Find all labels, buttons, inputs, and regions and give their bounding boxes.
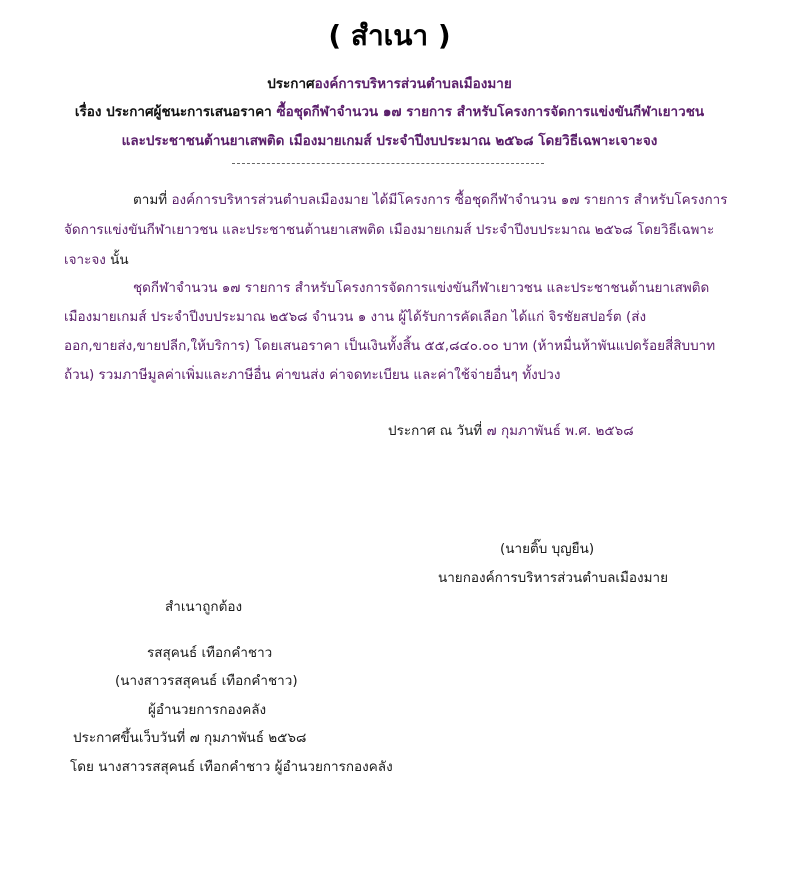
para1-line3-a: เจาะจง <box>64 252 106 268</box>
para1-line3 <box>64 248 129 270</box>
signer-name: (นายติ๊บ บุญยืน) <box>500 541 595 557</box>
subject-line-1 <box>0 100 779 122</box>
para2-line1: ชุดกีฬาจำนวน ๑๗ รายการ สำหรับโครงการจัดการแข่งขันกีฬาเยาวชน และประชาชนต้านยาเสพติด <box>133 280 710 296</box>
announcement-title <box>0 72 779 94</box>
para2-line2: เมืองมายเกมส์ ประจำปีงบประมาณ ๒๕๖๘ จำนวน ๑ งาน ผู้ได้รับการคัดเลือก ได้แก่ จิรชัยสปอร์ต (ส่ง <box>64 309 647 325</box>
para1-line1-text: องค์การบริหารส่วนตำบลเมืองมาย ได้มีโครงการ ซื้อชุดกีฬาจำนวน ๑๗ รายการ สำหรับโครงการ <box>171 192 728 208</box>
announcement-org: องค์การบริหารส่วนตำบลเมืองมาย <box>314 76 512 92</box>
announced-date-value: ๗ กุมภาพันธ์ พ.ศ. ๒๕๖๘ <box>486 423 634 439</box>
certified-signer: รสสุคนธ์ เทือกคำชาว <box>147 645 273 661</box>
certified-position: ผู้อำนวยการกองคลัง <box>148 702 267 718</box>
subject-line-2: และประชาชนต้านยาเสพติด เมืองมายเกมส์ ประจำปีงบประมาณ ๒๕๖๘ โดยวิธีเฉพาะเจาะจง <box>121 133 658 149</box>
posted-line-1: ประกาศขึ้นเว็บวันที่ ๗ กุมภาพันธ์ ๒๕๖๘ <box>73 730 307 746</box>
para1-line2: จัดการแข่งขันกีฬาเยาวชน และประชาชนต้านยาเสพติด เมืองมายเกมส์ ประจำปีงบประมาณ ๒๕๖๘ โดยวิธีเฉพาะ <box>64 222 715 238</box>
para1-line3-b: นั้น <box>110 252 129 268</box>
para1-prefix: ตามที่ <box>133 192 168 208</box>
subject-prefix: เรื่อง ประกาศผู้ชนะการเสนอราคา <box>74 104 272 120</box>
certified-full-name: (นางสาวรสสุคนธ์ เทือกคำชาว) <box>115 673 298 689</box>
copy-title: ( สำเนา ) <box>328 19 451 52</box>
announcement-prefix: ประกาศ <box>267 76 315 92</box>
para2-line3: ออก,ขายส่ง,ขายปลีก,ให้บริการ) โดยเสนอราคา เป็นเงินทั้งสิ้น ๕๕,๘๔๐.๐๐ บาท (ห้าหมื่นห้าพันแปดร้อยสี่สิบบาท <box>64 338 716 354</box>
announced-date <box>388 419 634 441</box>
announced-prefix: ประกาศ ณ วันที่ <box>388 423 483 439</box>
para2-line4: ถ้วน) รวมภาษีมูลค่าเพิ่มและภาษีอื่น ค่าขนส่ง ค่าจดทะเบียน และค่าใช้จ่ายอื่นๆ ทั้งปวง <box>64 367 561 383</box>
posted-line-2: โดย นางสาวรสสุคนธ์ เทือกคำชาว ผู้อำนวยการกองคลัง <box>70 759 393 775</box>
certified-label: สำเนาถูกต้อง <box>165 599 243 615</box>
divider <box>232 163 544 164</box>
subject-text-1: ซื้อชุดกีฬาจำนวน ๑๗ รายการ สำหรับโครงการจัดการแข่งขันกีฬาเยาวชน <box>276 104 705 120</box>
signer-position: นายกองค์การบริหารส่วนตำบลเมืองมาย <box>438 570 669 586</box>
para1-line1 <box>133 188 727 210</box>
